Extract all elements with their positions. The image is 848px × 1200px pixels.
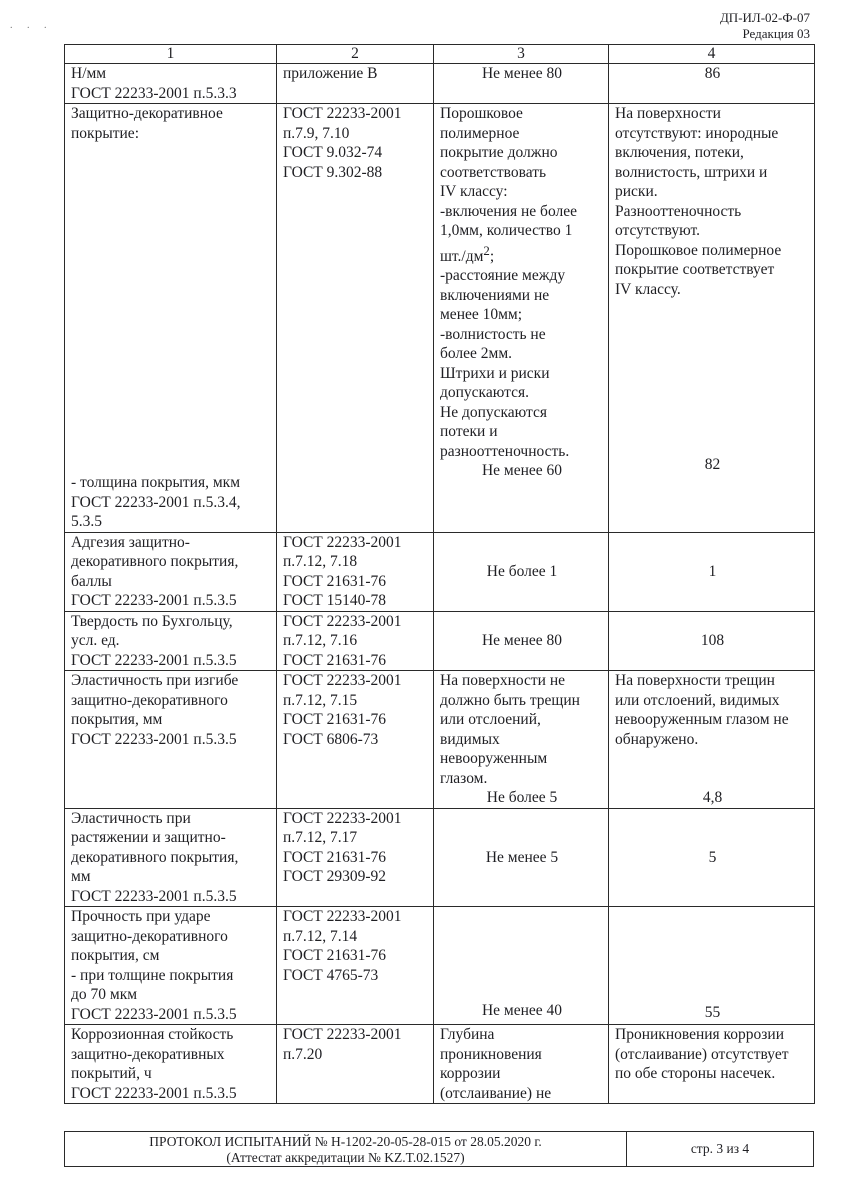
requirement-cell: Не менее 40 [434,907,609,1025]
requirement-text-part2: ; -расстояние между включениями не менее 10мм; -волнистость не более 2мм. Штрихи и риски допускаются. Не допускаются потеки и разнооттеночность. [440,247,570,460]
method-cell: приложение В [277,64,434,104]
revision-label: Редакция 03 [742,26,810,41]
parameter-subitem: - толщина покрытия, мкм ГОСТ 22233-2001 п.5.3.4, 5.3.5 [71,474,241,530]
result-cell [609,104,815,533]
doc-code: ДП-ИЛ-02-Ф-07 [719,10,810,25]
footer-protocol-block [65,1132,627,1166]
parameter-cell: Коррозионная стойкость защитно-декоративных покрытий, ч ГОСТ 22233-2001 п.5.3.5 [65,1025,277,1104]
requirement-cell: Глубина проникновения коррозии (отслаивание) не [434,1025,609,1104]
requirement-text-part1: Порошковое полимерное покрытие должно соответствовать IV классу: -включения не более 1,0мм, количество 1 шт./дм [440,105,577,265]
protocol-title: ПРОТОКОЛ ИСПЫТАНИЙ № Н-1202-20-05-28-015 от 28.05.2020 г. [149,1134,542,1149]
parameter-cell: Эластичность при изгибе защитно-декоративного покрытия, мм ГОСТ 22233-2001 п.5.3.5 [65,671,277,809]
parameter-cell: Н/мм ГОСТ 22233-2001 п.5.3.3 [65,64,277,104]
requirement-text [440,104,604,461]
method-cell: ГОСТ 22233-2001 п.7.12, 7.16 ГОСТ 21631-76 [277,611,434,671]
method-cell: ГОСТ 22233-2001 п.7.12, 7.17 ГОСТ 21631-76 ГОСТ 29309-92 [277,808,434,907]
protocol-footer [64,1131,814,1167]
column-header-4: 4 [609,45,815,64]
parameter-cell: Прочность при ударе защитно-декоративного покрытия, см - при толщине покрытия до 70 мкм ГОСТ 22233-2001 п.5.3.5 [65,907,277,1025]
table-row [65,907,815,1025]
result-cell: 108 [609,611,815,671]
accreditation-line: (Аттестат аккредитации № KZ.T.02.1527) [226,1150,465,1165]
table-row [65,532,815,611]
requirement-value: Не менее 60 [481,462,563,480]
page-number: стр. 3 из 4 [690,1141,750,1156]
method-cell: ГОСТ 22233-2001 п.7.20 [277,1025,434,1104]
requirement-value: Не более 5 [486,789,558,806]
test-results-table [64,44,815,1104]
parameter-cell: Адгезия защитно- декоративного покрытия, баллы ГОСТ 22233-2001 п.5.3.5 [65,532,277,611]
column-header-1: 1 [65,45,277,64]
parameter-cell: Эластичность при растяжении и защитно- декоративного покрытия, мм ГОСТ 22233-2001 п.5.3.5 [65,808,277,907]
table-row [65,611,815,671]
result-cell: Проникновения коррозии (отслаивание) отсутствует по обе стороны насечек. [609,1025,815,1104]
column-header-3: 3 [434,45,609,64]
result-value: 82 [704,456,721,473]
requirement-cell [434,104,609,533]
scan-specks: . . . [10,20,53,31]
table-row [65,64,815,104]
method-cell: ГОСТ 22233-2001 п.7.12, 7.18 ГОСТ 21631-76 ГОСТ 15140-78 [277,532,434,611]
document-header [720,10,810,42]
requirement-cell: Не менее 80 [434,64,609,104]
table-row [65,1025,815,1104]
table-row [65,808,815,907]
result-text: На поверхности трещин или отслоений, видимых невооруженным глазом не обнаружено. [615,672,789,748]
table-row [65,671,815,809]
column-number-row [65,45,815,64]
result-cell [609,671,815,809]
method-cell: ГОСТ 22233-2001 п.7.12, 7.14 ГОСТ 21631-76 ГОСТ 4765-73 [277,907,434,1025]
superscript-2: 2 [483,242,490,258]
requirement-cell: Не менее 5 [434,808,609,907]
parameter-cell: Твердость по Бухгольцу, усл. ед. ГОСТ 22233-2001 п.5.3.5 [65,611,277,671]
requirement-cell: Не менее 80 [434,611,609,671]
requirement-cell: Не более 1 [434,532,609,611]
method-cell: ГОСТ 22233-2001 п.7.9, 7.10 ГОСТ 9.032-74 ГОСТ 9.302-88 [277,104,434,533]
result-value: 4,8 [702,789,723,806]
result-text: На поверхности отсутствуют: инородные включения, потеки, волнистость, штрихи и риски. Разнооттеночность отсутствуют. Порошковое полимерное покрытие соответствует IV классу. [615,105,782,298]
method-cell: ГОСТ 22233-2001 п.7.12, 7.15 ГОСТ 21631-76 ГОСТ 6806-73 [277,671,434,809]
cell-gap [71,143,272,473]
parameter-cell [65,104,277,533]
result-cell: 5 [609,808,815,907]
column-header-2: 2 [277,45,434,64]
result-cell: 55 [609,907,815,1025]
result-cell: 86 [609,64,815,104]
requirement-text: На поверхности не должно быть трещин или отслоений, видимых невооруженным глазом. [440,672,580,787]
requirement-cell [434,671,609,809]
result-cell: 1 [609,532,815,611]
parameter-heading: Защитно-декоративное покрытие: [71,105,223,142]
table-row [65,104,815,533]
